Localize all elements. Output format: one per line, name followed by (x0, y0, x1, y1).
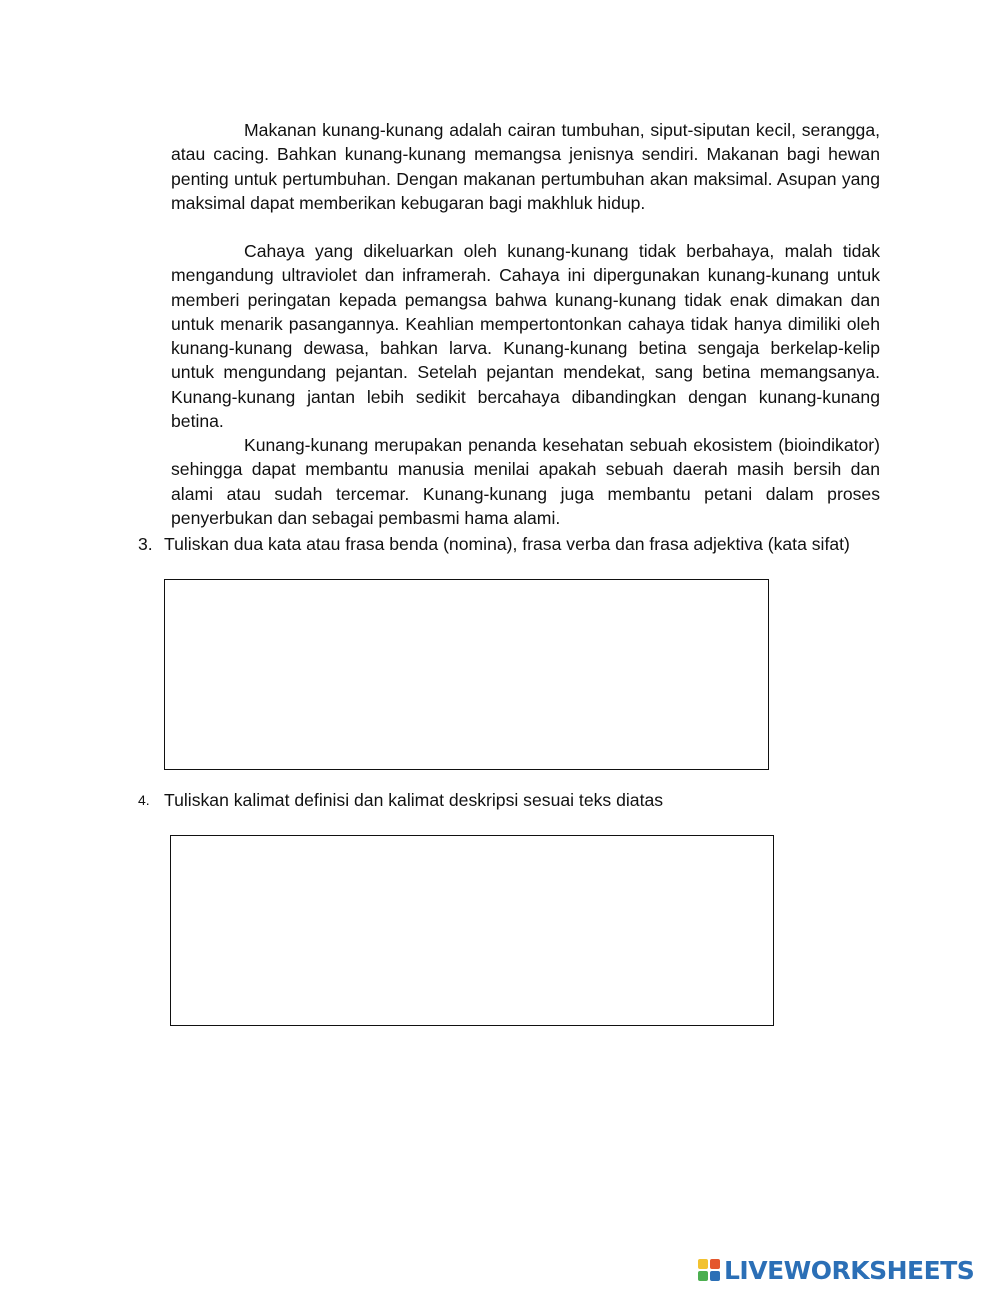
liveworksheets-logo-icon (697, 1258, 721, 1282)
reading-paragraph-2: Cahaya yang dikeluarkan oleh kunang-kunang tidak berbahaya, malah tidak mengandung ultraviolet dan inframerah. Cahaya ini dipergunakan kunang-kunang untuk memberi peringatan kepada pemangsa bahwa kunang-kunang tidak enak dimakan dan untuk menarik pasangannya. Keahlian mempertontonkan cahaya tidak hanya dimiliki oleh kunang-kunang dewasa, bahkan larva. Kunang-kunang betina sengaja berkelap-kelip untuk mengundang pejantan. Setelah pejantan mendekat, sang betina memangsanya. Kunang-kunang jantan lebih sedikit bercahaya dibandingkan dengan kunang-kunang betina. (171, 241, 880, 432)
question-3-number: 3. (138, 534, 153, 554)
logo-mark-square (698, 1259, 708, 1269)
question-3-text: Tuliskan dua kata atau frasa benda (nomina), frasa verba dan frasa adjektiva (kata sifat) (164, 534, 850, 554)
question-3-answer-box[interactable] (164, 579, 769, 770)
logo-mark-square (710, 1259, 720, 1269)
logo-text: LIVEWORKSHEETS (724, 1255, 975, 1285)
question-3 (138, 532, 883, 556)
liveworksheets-logo (697, 1255, 974, 1285)
question-4-number: 4. (138, 792, 150, 808)
logo-mark-square (710, 1271, 720, 1281)
reading-paragraph-1: Makanan kunang-kunang adalah cairan tumbuhan, siput-siputan kecil, serangga, atau cacing. Bahkan kunang-kunang memangsa jenisnya sendiri. Makanan bagi hewan penting untuk pertumbuhan. Dengan makanan pertumbuhan akan maksimal. Asupan yang maksimal dapat memberikan kebugaran bagi makhluk hidup. (171, 120, 880, 213)
question-4-text: Tuliskan kalimat definisi dan kalimat deskripsi sesuai teks diatas (164, 790, 664, 810)
question-4 (138, 788, 883, 812)
question-4-answer-box[interactable] (170, 835, 774, 1026)
reading-paragraph-3: Kunang-kunang merupakan penanda kesehatan sebuah ekosistem (bioindikator) sehingga dapat membantu manusia menilai apakah sebuah daerah masih bersih dan alami atau sudah tercemar. Kunang-kunang juga membantu petani dalam proses penyerbukan dan sebagai pembasmi hama alami. (171, 435, 880, 528)
logo-mark-square (698, 1271, 708, 1281)
